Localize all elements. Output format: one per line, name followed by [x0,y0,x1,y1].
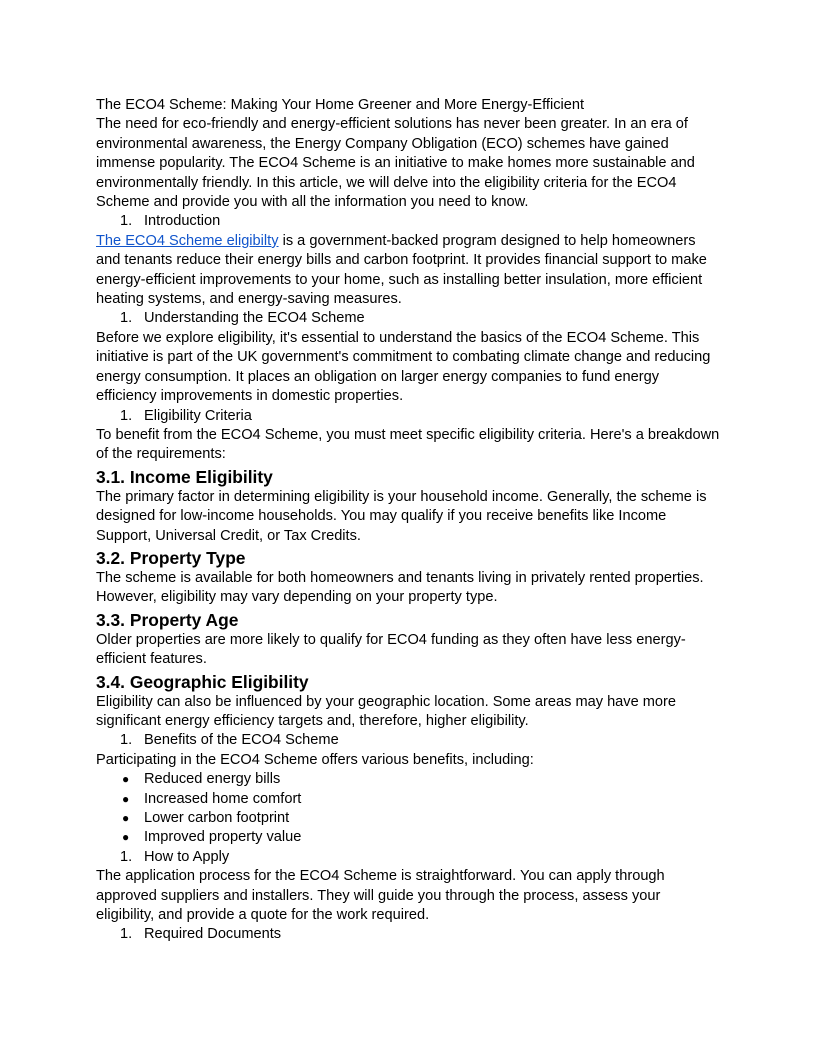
introduction-paragraph [96,232,720,310]
section-heading-eligibility [96,407,720,426]
list-item-label: Introduction [144,213,221,230]
bullet-item [96,770,720,789]
section-heading-introduction [96,212,720,231]
section-heading-required-documents [96,925,720,944]
understanding-paragraph: Before we explore eligibility, it's essential to understand the basics of the ECO4 Scheme. This initiative is part of the UK government's commitment to combating climate change and reducing energy consumption. It places an obligation on larger energy companies to fund energy efficiency improvements in domestic properties. [96,329,711,405]
list-item-label: Understanding the ECO4 Scheme [144,310,365,327]
bullet-label: Increased home comfort [144,790,302,807]
property-age-paragraph: Older properties are more likely to qualify for ECO4 funding as they often have less energy-efficient features. [96,631,686,668]
document-page [96,96,720,945]
bullet-item [96,790,720,809]
list-number: 1. [120,848,133,865]
income-eligibility-paragraph: The primary factor in determining eligibility is your household income. Generally, the scheme is designed for low-income households. You may qualify if you receive benefits like Income Support, Universal Credit, or Tax Credits. [96,488,707,544]
geographic-eligibility-paragraph: Eligibility can also be influenced by your geographic location. Some areas may have more significant energy efficiency targets and, therefore, higher eligibility. [96,693,677,729]
benefits-paragraph: Participating in the ECO4 Scheme offers various benefits, including: [96,751,534,768]
document-title: The ECO4 Scheme: Making Your Home Greener and More Energy-Efficient [96,97,585,113]
introduction-body: is a government-backed program designed to help homeowners and tenants reduce their energy bills and carbon footprint. It provides financial support to make energy-efficient improvements to your home, such as installing better insulation, more efficient heating systems, and energy-saving measures. [96,232,707,308]
bullet-label: Lower carbon footprint [144,810,290,826]
list-item-label: Benefits of the ECO4 Scheme [144,732,339,749]
bullet-label: Improved property value [144,829,302,846]
bullet-icon: ● [122,772,130,787]
eco4-eligibility-link[interactable]: The ECO4 Scheme eligibilty [96,232,279,249]
bullet-label: Reduced energy bills [144,771,281,788]
list-item-label: Eligibility Criteria [144,407,252,424]
bullet-icon: ● [122,791,130,806]
bullet-icon: ● [122,830,130,845]
section-heading-how-to-apply [96,848,720,867]
eligibility-paragraph: To benefit from the ECO4 Scheme, you must meet specific eligibility criteria. Here's a breakdown of the requirements: [96,426,720,463]
subheading-income-eligibility: 3.1. Income Eligibility [96,466,273,487]
section-heading-understanding [96,309,720,328]
bullet-item [96,809,720,828]
subheading-property-age: 3.3. Property Age [96,609,239,630]
list-number: 1. [120,213,133,230]
bullet-item [96,828,720,847]
bullet-icon: ● [122,811,130,825]
list-item-label: How to Apply [144,848,230,865]
intro-paragraph: The need for eco-friendly and energy-efficient solutions has never been greater. In an era of environmental awareness, the Energy Company Obligation (ECO) schemes have gained immense popularity. The ECO4 Scheme is an initiative to make homes more sustainable and environmentally friendly. In this article, we will delve into the eligibility criteria for the ECO4 Scheme and provide you with all the information you need to know. [96,116,695,211]
how-to-apply-paragraph: The application process for the ECO4 Scheme is straightforward. You can apply through approved suppliers and installers. They will guide you through the process, assess your eligibility, and provide a quote for the work required. [96,868,665,924]
section-heading-benefits [96,731,720,750]
list-number: 1. [120,732,133,749]
subheading-geographic-eligibility: 3.4. Geographic Eligibility [96,671,309,692]
list-number: 1. [120,926,133,943]
list-number: 1. [120,407,133,424]
subheading-property-type: 3.2. Property Type [96,547,246,568]
property-type-paragraph: The scheme is available for both homeowners and tenants living in privately rented properties. However, eligibility may vary depending on your property type. [96,569,704,606]
list-number: 1. [120,310,133,327]
list-item-label: Required Documents [144,926,282,943]
